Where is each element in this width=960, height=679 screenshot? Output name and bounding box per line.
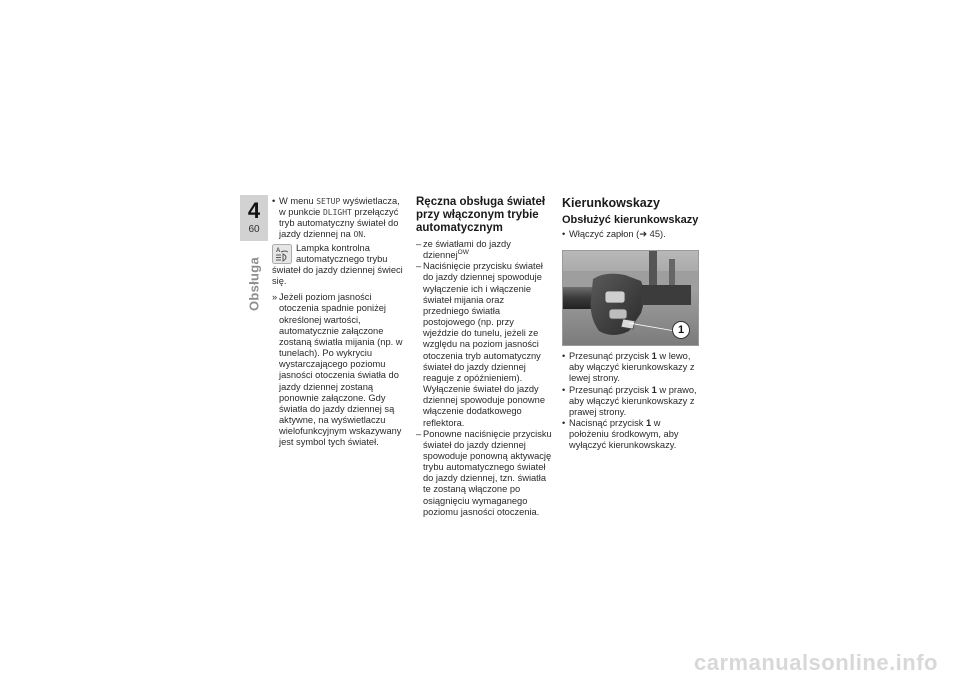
condition-item: – ze światłami do jazdy dziennej$^{OW}$	[416, 239, 511, 261]
bullet-marker: •	[562, 418, 566, 429]
dash-marker: –	[416, 428, 422, 439]
page-ref-arrow-icon: ➜	[639, 229, 648, 239]
result-arrow: »	[272, 292, 278, 303]
button-ref: 1	[645, 418, 652, 429]
step-item: – Naciśnięcie przycisku świateł do jazdy dziennej spowoduje wyłączenie ich i włączenie świateł mijania oraz przedniego światła postojowego (np. przy wjeździe do tunelu, jeżeli ze względu na poziom jasności otoczenia tryb automatyczny świateł do jazdy dziennej reaguje z opóźnieniem). Wyłączenie świateł do jazdy dziennej spowoduje ponowne włączenie dodatkowego reflektora.	[416, 261, 545, 428]
menu-code-on: ON	[353, 230, 364, 240]
button-ref: 1	[651, 351, 657, 362]
column-middle	[416, 196, 552, 518]
bullet-marker: •	[562, 384, 566, 395]
column-right	[562, 196, 700, 452]
page-ref: 45	[649, 229, 660, 239]
handlebar-switch-photo	[562, 250, 699, 346]
step-item: – Ponowne naciśnięcie przycisku świateł do jazdy dziennej spowoduje ponowną aktywację trybu automatycznego świateł do jazdy dziennej, tzn. światła te zostaną włączone po osiągnięciu wymaganego poziomu jasności otoczenia.	[416, 428, 552, 517]
photo-callout-1: 1	[672, 321, 690, 339]
section-heading-turn-signals: Kierunkowskazy	[562, 196, 660, 210]
chapter-side-label: Obsługa	[246, 256, 262, 312]
button-ref: 1	[651, 384, 657, 395]
dash-marker: –	[416, 261, 422, 272]
column-left	[272, 196, 408, 448]
option-code: OW	[457, 249, 469, 257]
dash-marker: –	[416, 239, 422, 249]
bullet-marker: •	[562, 351, 566, 362]
instruction-menu-setup: • W menu SETUP wyświetlacza, w punkcie DLIGHT przełączyć tryb automatyczny świateł do jazdy dziennej na ON.	[272, 196, 400, 240]
turn-off-step: • Nacisnąć przycisk 1 w położeniu środkowym, aby wyłączyć kierunkowskazy.	[562, 418, 679, 451]
watermark: carmanualsonline.info	[694, 650, 938, 675]
indicator-note	[272, 243, 408, 288]
result-description: » Jeżeli poziom jasności otoczenia spadnie poniżej określonej wartości, automatycznie załączone zostaną światła mijania (np. w tunelach). Po wykryciu wystarczającego poziomu jasności otoczenia światła do jazdy dziennej zostaną ponownie załączone. Gdy światła do jazdy dziennej są aktywne, na wyświetlaczu wielofunkcyjnym wskazywany jest symbol tych świateł.	[272, 292, 403, 448]
daytime-light-indicator-icon	[272, 244, 292, 264]
svg-text:A: A	[276, 247, 281, 254]
indicator-note-text: Lampka kontrolna automatycznego trybu świateł do jazdy dziennej świeci się.	[272, 242, 403, 287]
ignition-step: • Włączyć zapłon (➜ 45).	[562, 229, 666, 239]
subheading-operate-turn-signals: Obsłużyć kierunkowskazy	[562, 214, 699, 226]
menu-code-setup: SETUP	[316, 197, 341, 206]
turn-right-step: • Przesunąć przycisk 1 w prawo, aby włączyć kierunkowskazy z prawej strony.	[562, 384, 697, 417]
turn-left-step: • Przesunąć przycisk 1 w lewo, aby włączyć kierunkowskazy z lewej strony.	[562, 351, 695, 384]
section-heading-manual: Ręczna obsługa świateł przy włączonym trybie automatycznym	[416, 196, 546, 234]
chapter-number: 4	[247, 198, 261, 223]
page-number: 60	[248, 224, 260, 235]
bullet-marker: •	[562, 229, 566, 239]
chapter-tab	[240, 195, 268, 241]
menu-code-dlight: DLIGHT	[322, 208, 352, 218]
bullet-marker: •	[272, 196, 276, 206]
